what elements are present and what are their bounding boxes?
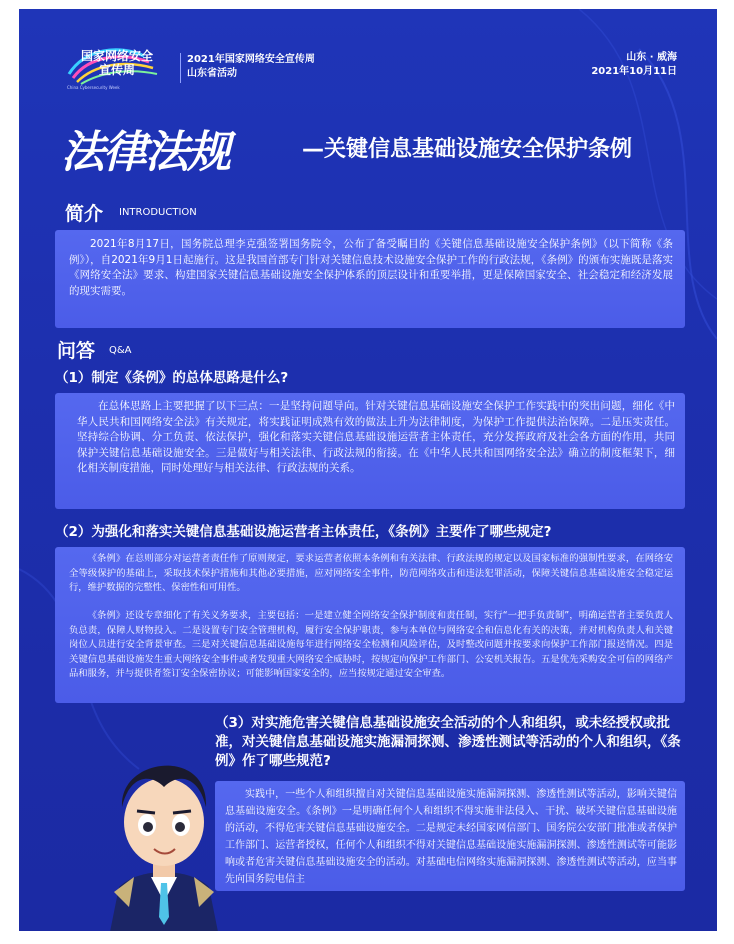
logo-line1: 国家网络安全 <box>80 49 153 63</box>
question-1: （1）制定《条例》的总体思路是什么? <box>55 370 289 386</box>
intro-heading: 简介 <box>65 203 104 225</box>
answer-1-text: 在总体思路上主要把握了以下三点：一是坚持问题导向。针对关键信息基础设施安全保护工作实践中的突出问题，细化《中华人民共和国网络安全法》有关规定，将实践证明成熟有效的做法上升为法律制度，为保护工作提供法治保障。二是压实责任。坚持综合协调、分工负责、依法保护，强化和落实关键信息基础设施运营者主体责任，充分发挥政府及社会各方面的作用，共同保护关键信息基础设施安全。三是做好与相关法律、行政法规的衔接。在《中华人民共和国网络安全法》确立的制度框架下，细化相关制度措施，同时处理好与相关法律、行政法规的关系。 <box>77 400 675 474</box>
answer-2-paragraph-2: 《条例》还设专章细化了有关义务要求，主要包括：一是建立健全网络安全保护制度和责任制，实行“一把手负责制”，明确运营者主要负责人负总责，保障人财物投入。二是设置专门安全管理机构，履行安全保护职责，参与本单位与网络安全和信息化有关的决策，并对机构负责人和关键岗位人员进行安全背景审查。三是对关键信息基础设施每年进行网络安全检测和风险评估，及时整改问题并按要求向保护工作部门报送情况。四是关键信息基础设施发生重大网络安全事件或者发现重大网络安全威胁时，按规定向保护工作部门、公安机关报告。五是优先采购安全可信的网络产品和服务，并与提供者签订安全保密协议；可能影响国家安全的，应当按规定通过安全审查。 <box>69 610 673 679</box>
logo-text <box>57 49 177 77</box>
location: 山东 · 威海 <box>626 52 677 63</box>
calligraphy-title: 法律法规 <box>61 127 229 178</box>
cartoon-police-officer-icon <box>89 727 239 931</box>
logo-subtitle: China Cybersecurity Week <box>67 85 120 90</box>
question-3: （3）对实施危害关键信息基础设施安全活动的个人和组织，或未经授权或批准，对关键信息基础设施实施漏洞探测、渗透性测试等活动的个人和组织，《条例》作了哪些规范? <box>215 715 681 769</box>
event-info <box>187 53 315 81</box>
question-2: （2）为强化和落实关键信息基础设施运营者主体责任，《条例》主要作了哪些规定? <box>55 524 552 540</box>
answer-3-text: 实践中，一些个人和组织擅自对关键信息基础设施实施漏洞探测、渗透性测试等活动，影响关键信息基础设施安全。《条例》一是明确任何个人和组织不得实施非法侵入、干扰、破坏关键信息基础设施的活动，不得危害关键信息基础设施安全。二是规定未经国家网信部门、国务院公安部门批准或者保护工作部门、运营者授权，任何个人和组织不得对关键信息基础设施实施漏洞探测、渗透性测试等可能影响或者危害关键信息基础设施安全的活动。对基础电信网络实施漏洞探测、渗透性测试等活动，应当事先向国务院电信主 <box>225 789 677 885</box>
intro-heading-en: INTRODUCTION <box>119 207 197 218</box>
answer-2-paragraph-1: 《条例》在总则部分对运营者责任作了原则规定，要求运营者依照本条例和有关法律、行政法规的规定以及国家标准的强制性要求，在网络安全等级保护的基础上，采取技术保护措施和其他必要措施，应对网络安全事件，防范网络攻击和违法犯罪活动，保障关键信息基础设施安全稳定运行，维护数据的完整性、保密性和可用性。 <box>69 553 673 593</box>
event-line1: 2021年国家网络安全宣传周 <box>187 54 315 65</box>
poster <box>19 9 717 931</box>
qa-heading-en: Q&A <box>109 345 132 356</box>
page-subtitle: —关键信息基础设施安全保护条例 <box>302 137 633 162</box>
answer-1-panel <box>55 393 685 509</box>
header-divider <box>180 53 181 83</box>
logo-line2: 宣传周 <box>98 63 135 77</box>
intro-text: 2021年8月17日，国务院总理李克强签署国务院令，公布了备受瞩目的《关键信息基础设施安全保护条例》（以下简称《条例》），自2021年9月1日起施行。这是我国首部专门针对关键信息技术设施安全保护工作的行政法规，《条例》的颁布实施既是落实《网络安全法》要求、构建国家关键信息基础设施安全保护体系的顶层设计和重要举措，更是保障国家安全、社会稳定和经济发展的现实需要。 <box>69 238 673 297</box>
event-line2: 山东省活动 <box>187 68 237 79</box>
answer-3-panel <box>215 781 685 891</box>
answer-2-panel <box>55 547 685 703</box>
intro-panel <box>55 230 685 328</box>
qa-heading: 问答 <box>57 340 96 362</box>
date: 2021年10月11日 <box>591 66 677 77</box>
location-date <box>591 51 677 79</box>
